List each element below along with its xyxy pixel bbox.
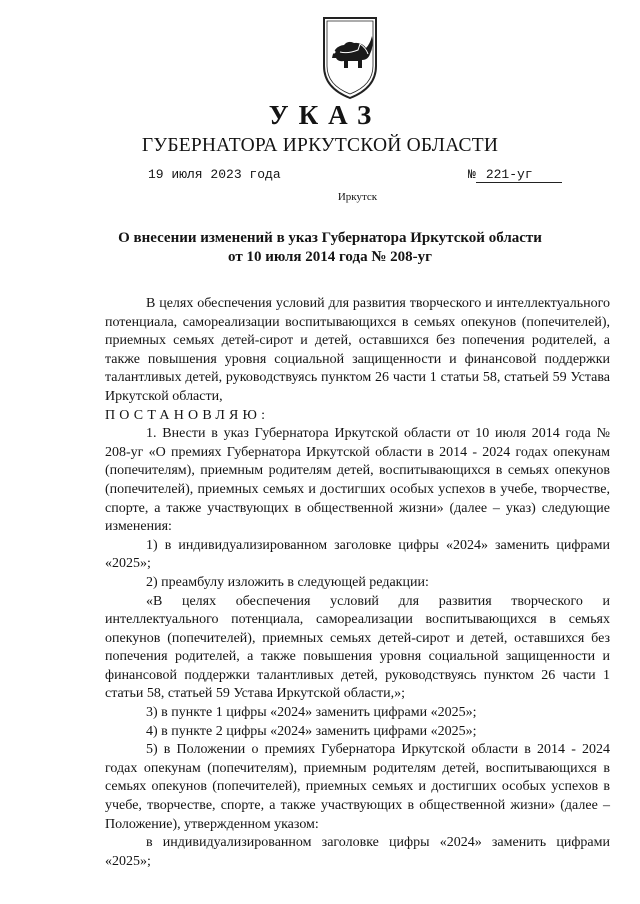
preamble-paragraph: В целях обеспечения условий для развития творческого и интеллектуального потенциала, самореализации воспитывающихся в семьях опекунов (попечителей), приемных семьях детей-сирот и детей, оставшихся без попечения родителей, а также повышения уровня социальной защищенности и финансовой поддержки талантливых детей, руководствуясь пунктом 26 части 1 статьи 58, статьей 59 Устава Иркутской области, (105, 296, 610, 404)
body-paragraph: в индивидуализированном заголовке цифры «2024» заменить цифрами «2025»; (105, 835, 610, 869)
body-paragraph: 2) преамбулу изложить в следующей редакции: (146, 574, 429, 590)
number-label: № (468, 167, 476, 182)
document-place: Иркутск (337, 191, 378, 203)
document-heading (100, 229, 560, 267)
quoted-preamble-paragraph: «В целях обеспечения условий для развития творческого и интеллектуального потенциала, самореализации воспитывающихся в семьях опекунов (попечителей), приемных семьях детей-сирот и детей, оставшихся без попечения родителей, а также повышения уровня социальной защищенности и финансовой поддержки талантливых детей, руководствуясь пунктом 26 части 1 статьи 58, статьей 59 Устава Иркутской области,»; (105, 593, 610, 702)
document-number (468, 167, 562, 183)
body-paragraph: 1) в индивидуализированном заголовке цифры «2024» заменить цифрами «2025»; (105, 537, 610, 572)
document-title: УКАЗ (268, 100, 382, 130)
irkutsk-coat-of-arms-icon (318, 14, 382, 100)
heading-line-2: от 10 июля 2014 года № 208-уг (228, 249, 432, 265)
body-paragraph: 5) в Положении о премиях Губернатора Иркутской области в 2014 - 2024 годах опекунам (попечителям), приемным родителям детей, воспитывающихся в семьях опекунов (попечителей), приемных семьях и достигших особых успехов в учебе, творчестве, спорте, а также участвующих в общественной жизни» (далее – Положение), утвержденном указом: (105, 742, 610, 832)
number-value: 221-уг (476, 167, 562, 183)
document-subtitle: ГУБЕРНАТОРА ИРКУТСКОЙ ОБЛАСТИ (141, 135, 499, 156)
body-paragraph: 1. Внести в указ Губернатора Иркутской области от 10 июля 2014 года № 208-уг «О премиях Губернатора Иркутской области в 2014 - 2024 годах опекунам (попечителям), приемным родителям детей, воспитывающихся в семьях опекунов (попечителей), приемных семьях и достигших особых успехов в учебе, творчестве, спорте, а также участвующих в общественной жизни» (далее – указ) следующие изменения: (105, 426, 610, 535)
body-paragraph: 3) в пункте 1 цифры «2024» заменить цифрами «2025»; (146, 705, 477, 721)
body-paragraph: 4) в пункте 2 цифры «2024» заменить цифрами «2025»; (146, 723, 477, 739)
document-body (105, 295, 610, 871)
heading-line-1: О внесении изменений в указ Губернатора Иркутской области (118, 230, 542, 246)
resolution-word: ПОСТАНОВЛЯЮ: (105, 407, 270, 423)
document-date: 19 июля 2023 года (148, 167, 281, 182)
